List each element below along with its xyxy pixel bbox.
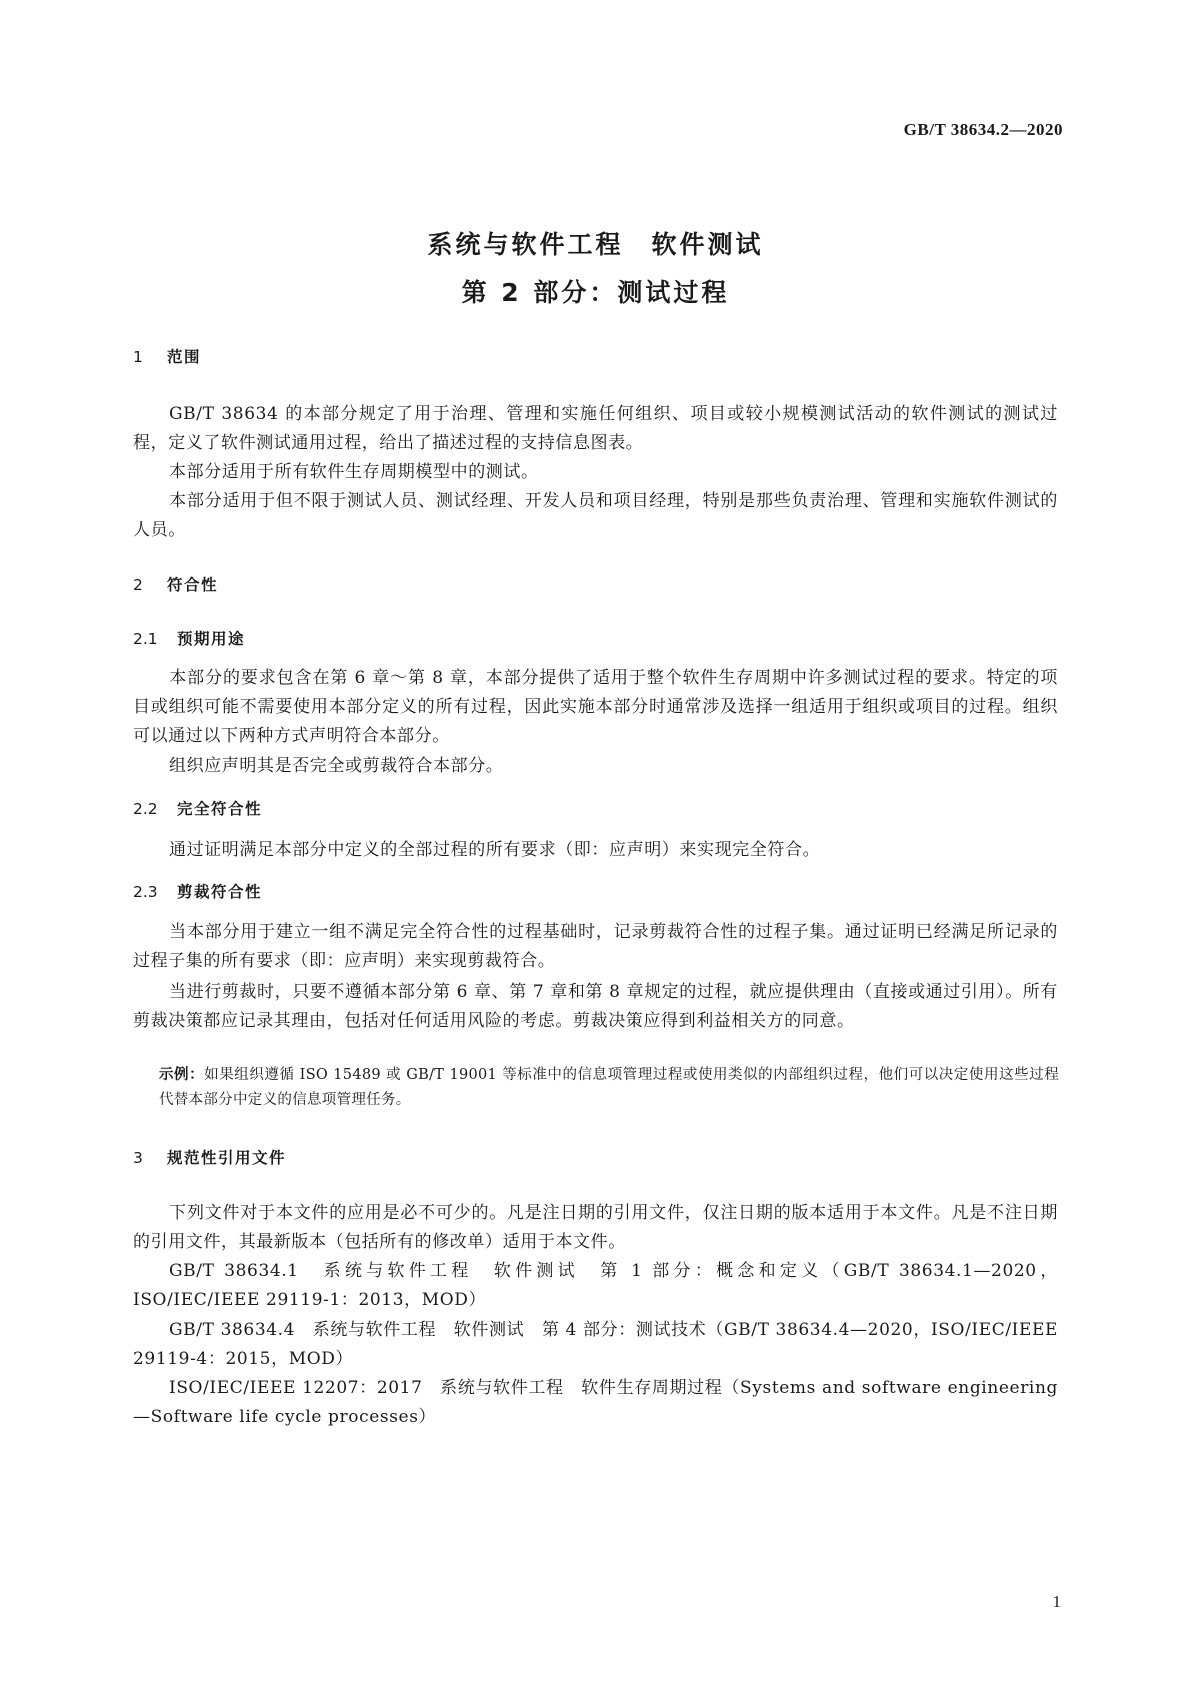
section-2-2-paragraph-1: 通过证明满足本部分中定义的全部过程的所有要求（即：应声明）来实现完全符合。	[169, 840, 821, 860]
section-number: 2.2	[133, 800, 158, 818]
section-1-heading	[133, 345, 201, 367]
section-2-heading	[133, 573, 218, 595]
section-3-intro: 下列文件对于本文件的应用是必不可少的。凡是注日期的引用文件，仅注日期的版本适用于本文件。凡是不注日期的引用文件，其最新版本（包括所有的修改单）适用于本文件。	[133, 1203, 1058, 1252]
example-label: 示例：	[159, 1067, 205, 1083]
section-number: 3	[133, 1149, 143, 1167]
section-1-paragraph-2: 本部分适用于所有软件生存周期模型中的测试。	[169, 462, 539, 482]
reference-item-2: GB/T 38634.4 系统与软件工程 软件测试 第 4 部分：测试技术（GB/T 38634.4—2020，ISO/IEC/IEEE 29119-4：2015，MOD）	[133, 1320, 1058, 1369]
section-number: 2.3	[133, 883, 158, 901]
section-3-heading	[133, 1146, 286, 1168]
reference-item-1: GB/T 38634.1 系统与软件工程 软件测试 第 1 部分：概念和定义（GB/T 38634.1—2020，ISO/IEC/IEEE 29119-1：2013，MOD）	[133, 1261, 1058, 1310]
section-number: 2.1	[133, 630, 158, 648]
section-2-3-heading	[133, 880, 262, 902]
section-number: 2	[133, 576, 143, 594]
section-1-paragraph-1: GB/T 38634 的本部分规定了用于治理、管理和实施任何组织、项目或较小规模测试活动的软件测试的测试过程，定义了软件测试通用过程，给出了描述过程的支持信息图表。	[133, 404, 1058, 453]
page-number: 1	[1052, 1592, 1061, 1611]
reference-item-3: ISO/IEC/IEEE 12207：2017 系统与软件工程 软件生存周期过程（Systems and software engineering—Software life cycle processes）	[133, 1378, 1058, 1427]
section-1-paragraph-3: 本部分适用于但不限于测试人员、测试经理、开发人员和项目经理，特别是那些负责治理、管理和实施软件测试的人员。	[133, 491, 1058, 540]
section-title: 完全符合性	[177, 800, 263, 818]
section-title: 规范性引用文件	[167, 1149, 287, 1167]
section-number: 1	[133, 348, 143, 366]
section-2-3-paragraph-1: 当本部分用于建立一组不满足完全符合性的过程基础时，记录剪裁符合性的过程子集。通过证明已经满足所记录的过程子集的所有要求（即：应声明）来实现剪裁符合。	[133, 922, 1058, 971]
section-title: 符合性	[167, 576, 219, 594]
example-note	[159, 1063, 1059, 1113]
standard-id: GB/T 38634.2—2020	[903, 120, 1063, 139]
section-title: 范围	[167, 348, 202, 366]
section-2-2-heading	[133, 797, 262, 819]
title-line-1: 系统与软件工程 软件测试	[427, 230, 764, 259]
section-2-1-paragraph-2: 组织应声明其是否完全或剪裁符合本部分。	[169, 756, 504, 776]
section-2-1-paragraph-1: 本部分的要求包含在第 6 章～第 8 章，本部分提供了适用于整个软件生存周期中许多测试过程的要求。特定的项目或组织可能不需要使用本部分定义的所有过程，因此实施本部分时通常涉及选择一组适用于组织或项目的过程。组织可以通过以下两种方式声明符合本部分。	[133, 668, 1058, 746]
section-2-3-paragraph-2: 当进行剪裁时，只要不遵循本部分第 6 章、第 7 章和第 8 章规定的过程，就应提供理由（直接或通过引用）。所有剪裁决策都应记录其理由，包括对任何适用风险的考虑。剪裁决策应得到利益相关方的同意。	[133, 982, 1058, 1031]
section-title: 预期用途	[177, 630, 246, 648]
section-title: 剪裁符合性	[177, 883, 263, 901]
example-text: 如果组织遵循 ISO 15489 或 GB/T 19001 等标准中的信息项管理过程或使用类似的内部组织过程，他们可以决定使用这些过程代替本部分中定义的信息项管理任务。	[159, 1067, 1059, 1108]
section-2-1-heading	[133, 627, 245, 649]
title-line-2: 第 2 部分：测试过程	[461, 278, 730, 307]
